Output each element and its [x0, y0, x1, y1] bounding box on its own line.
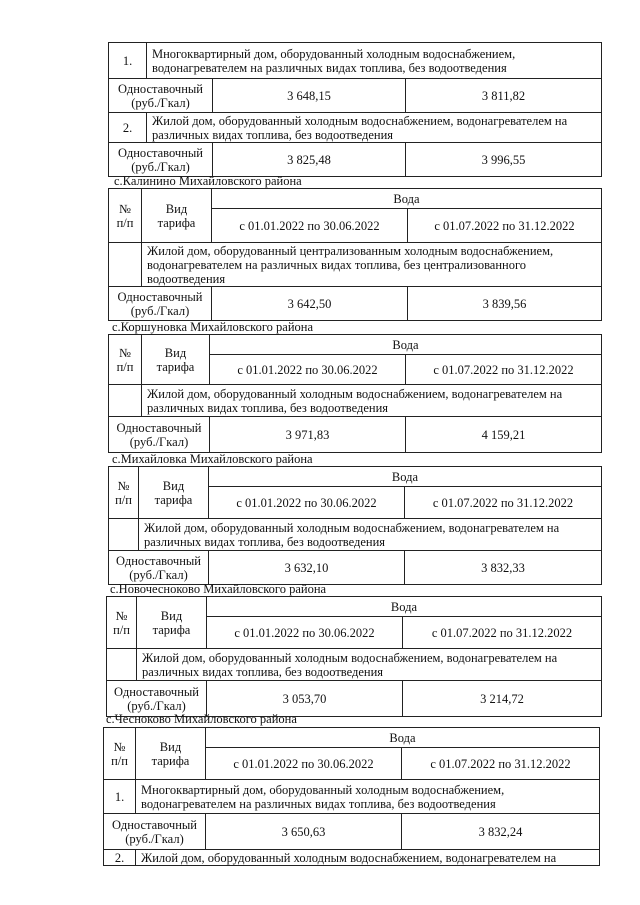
table-row [109, 417, 602, 453]
consumer-description: Жилой дом, оборудованный холодным водоснабжением, водонагревателем на различных видах топлива, без водоотведения [137, 649, 602, 681]
header-water: Вода [206, 728, 600, 748]
tariff-value-h1: 3 632,10 [209, 551, 405, 585]
header-tariff-type: Вид тарифа [142, 189, 212, 243]
row-number: 2. [109, 113, 147, 143]
header-tariff-type: Вид тарифа [142, 335, 210, 385]
locality-heading: с.Калинино Михайловского района [114, 174, 302, 188]
table-row [104, 780, 600, 814]
table-row [109, 143, 602, 177]
tariff-value-h2: 3 832,24 [402, 814, 600, 850]
header-period-2: с 01.07.2022 по 31.12.2022 [406, 355, 602, 385]
tariff-type: Одноставочный (руб./Гкал) [109, 143, 213, 177]
consumer-description: Жилой дом, оборудованный холодным водоснабжением, водонагревателем на различных видах топлива, без водоотведения [147, 113, 602, 143]
consumer-description: Жилой дом, оборудованный холодным водоснабжением, водонагревателем на различных видах топлива, без водоотведения [139, 519, 602, 551]
tariff-type: Одноставочный (руб./Гкал) [109, 417, 210, 453]
header-period-2: с 01.07.2022 по 31.12.2022 [402, 748, 600, 780]
header-number: № п/п [109, 189, 142, 243]
table-row [109, 385, 602, 417]
tariff-value-h1: 3 648,15 [213, 79, 406, 113]
consumer-description: Многоквартирный дом, оборудованный холодным водоснабжением, водонагревателем на различных видах топлива, без водоотведения [147, 43, 602, 79]
table-row [109, 43, 602, 79]
header-water: Вода [212, 189, 602, 209]
header-period-1: с 01.01.2022 по 30.06.2022 [209, 487, 405, 519]
tariff-table [106, 596, 602, 717]
table-row [109, 519, 602, 551]
tariff-value-h1: 3 053,70 [207, 681, 403, 717]
tariff-type: Одноставочный (руб./Гкал) [109, 287, 212, 321]
header-period-2: с 01.07.2022 по 31.12.2022 [408, 209, 602, 243]
header-period-1: с 01.01.2022 по 30.06.2022 [210, 355, 406, 385]
tariff-value-h1: 3 650,63 [206, 814, 402, 850]
table-row [109, 287, 602, 321]
table-row [109, 79, 602, 113]
table-row [109, 243, 602, 287]
tariff-value-h2: 3 839,56 [408, 287, 602, 321]
tariff-value-h1: 3 825,48 [213, 143, 406, 177]
tariff-table [108, 334, 602, 453]
header-water: Вода [209, 467, 602, 487]
row-number: 1. [109, 43, 147, 79]
tariff-value-h2: 3 832,33 [405, 551, 602, 585]
header-number: № п/п [104, 728, 136, 780]
tariff-type: Одноставочный (руб./Гкал) [104, 814, 206, 850]
header-tariff-type: Вид тарифа [136, 728, 206, 780]
row-number [109, 243, 142, 287]
table-row [107, 649, 602, 681]
header-water: Вода [210, 335, 602, 355]
tariff-table [103, 727, 600, 866]
row-number: 2. [104, 850, 136, 866]
table-row [104, 814, 600, 850]
tariff-value-h1: 3 971,83 [210, 417, 406, 453]
tariff-value-h1: 3 642,50 [212, 287, 408, 321]
header-period-1: с 01.01.2022 по 30.06.2022 [206, 748, 402, 780]
consumer-description: Жилой дом, оборудованный холодным водоснабжением, водонагревателем на [136, 850, 600, 866]
row-number: 1. [104, 780, 136, 814]
row-number [107, 649, 137, 681]
tariff-table [108, 188, 602, 321]
table-row [104, 850, 600, 866]
tariff-value-h2: 3 996,55 [406, 143, 602, 177]
header-water: Вода [207, 597, 602, 617]
locality-heading: с.Чесноково Михайловского района [106, 712, 297, 726]
locality-heading: с.Михайловка Михайловского района [112, 452, 313, 466]
tariff-type: Одноставочный (руб./Гкал) [109, 79, 213, 113]
table-row [109, 551, 602, 585]
header-tariff-type: Вид тарифа [137, 597, 207, 649]
header-number: № п/п [107, 597, 137, 649]
header-period-2: с 01.07.2022 по 31.12.2022 [405, 487, 602, 519]
tariff-value-h2: 4 159,21 [406, 417, 602, 453]
table-row [109, 113, 602, 143]
consumer-description: Жилой дом, оборудованный централизованным холодным водоснабжением, водонагревателем на различных видах топлива, без централизованного водоотведения [142, 243, 602, 287]
locality-heading: с.Коршуновка Михайловского района [112, 320, 314, 334]
header-period-2: с 01.07.2022 по 31.12.2022 [403, 617, 602, 649]
row-number [109, 519, 139, 551]
row-number [109, 385, 142, 417]
header-period-1: с 01.01.2022 по 30.06.2022 [207, 617, 403, 649]
tariff-table-continued [108, 42, 602, 177]
header-tariff-type: Вид тарифа [139, 467, 209, 519]
locality-heading: с.Новочесноково Михайловского района [110, 582, 327, 596]
header-period-1: с 01.01.2022 по 30.06.2022 [212, 209, 408, 243]
header-number: № п/п [109, 335, 142, 385]
tariff-value-h2: 3 811,82 [406, 79, 602, 113]
tariff-type: Одноставочный (руб./Гкал) [107, 681, 207, 717]
tariff-value-h2: 3 214,72 [403, 681, 602, 717]
consumer-description: Многоквартирный дом, оборудованный холодным водоснабжением, водонагревателем на различных видах топлива, без водоотведения [136, 780, 600, 814]
tariff-type: Одноставочный (руб./Гкал) [109, 551, 209, 585]
consumer-description: Жилой дом, оборудованный холодным водоснабжением, водонагревателем на различных видах топлива, без водоотведения [142, 385, 602, 417]
tariff-table [108, 466, 602, 585]
header-number: № п/п [109, 467, 139, 519]
